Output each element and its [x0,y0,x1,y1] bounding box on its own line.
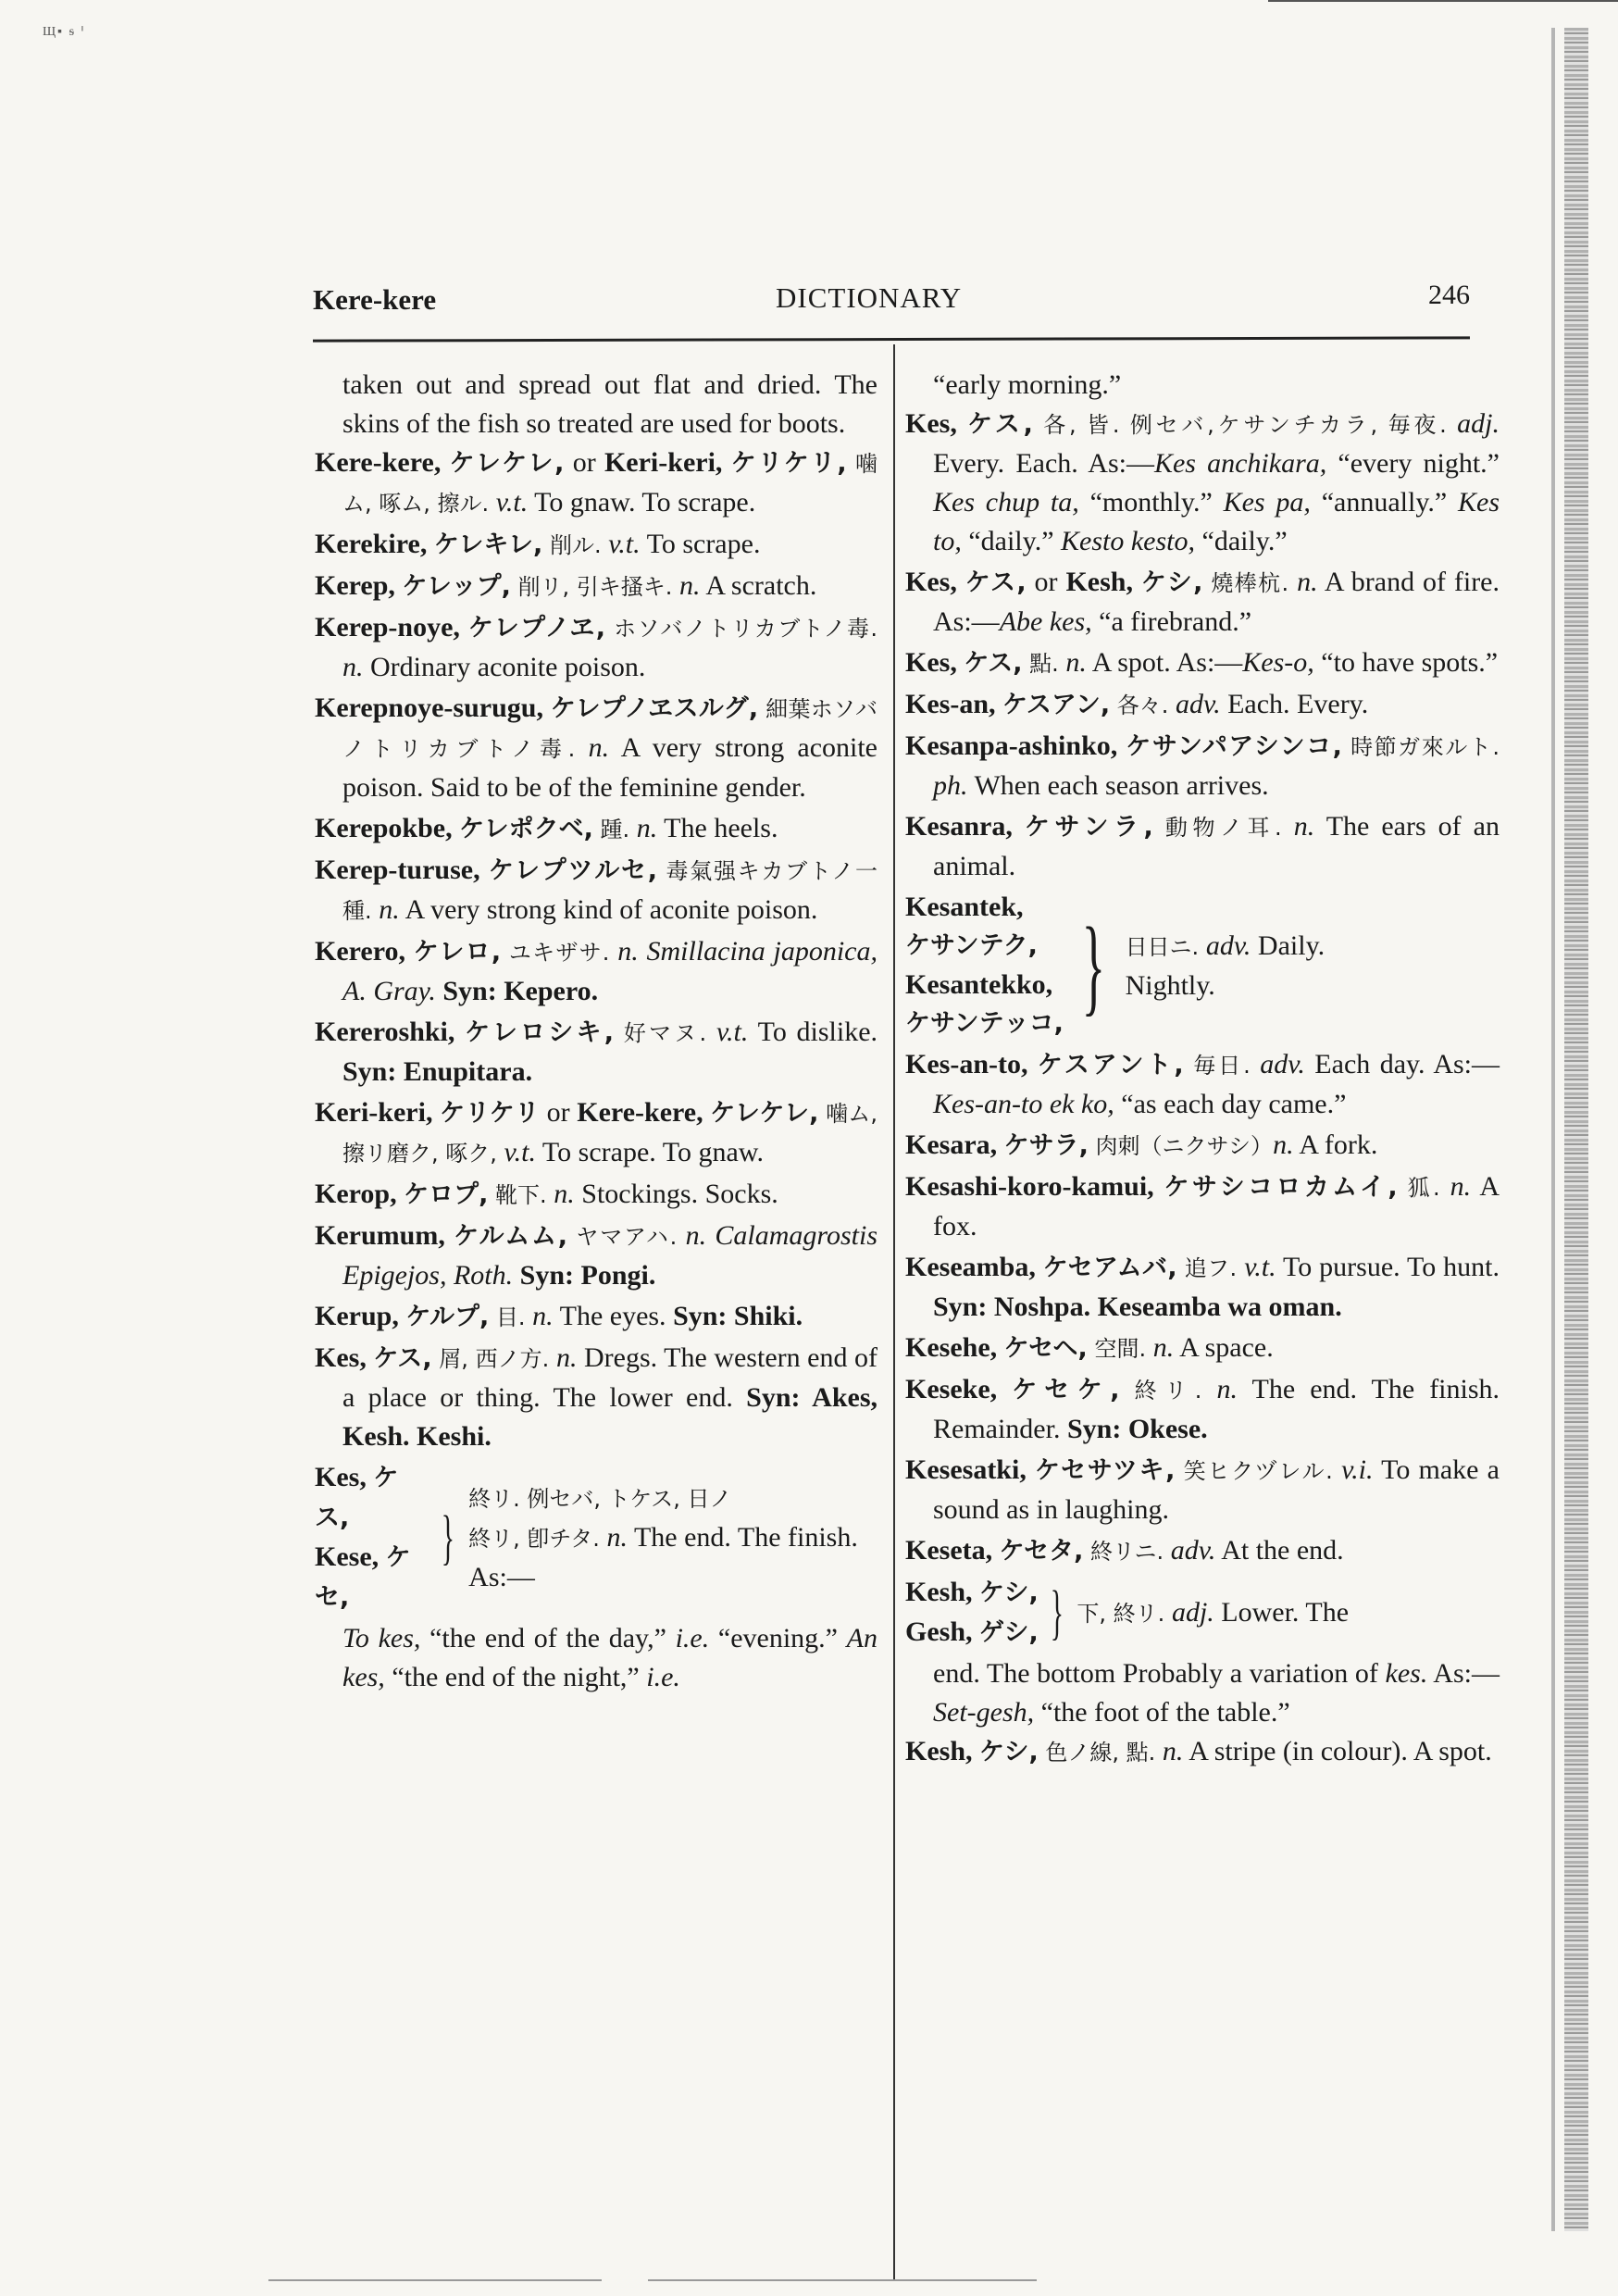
headword: Kerumum, [315,1220,445,1251]
headword: Kereroshki, [315,1017,455,1047]
dictionary-entry [315,608,877,687]
example: Abe kes, [999,606,1092,637]
katakana: ケシ, [979,1738,1039,1766]
brace: } [1050,1578,1064,1646]
japanese-gloss: 毒氣强キカブトノ一種. [342,858,877,924]
part-of-speech: v.t. [608,529,641,559]
part-of-speech: n. [1216,1374,1238,1404]
top-edge-line [1268,0,1618,2]
headword: Kerep-noye, [315,612,460,643]
example: To kes, [342,1623,421,1653]
definition: A fox. [933,1171,1500,1242]
definition: Stockings. Socks. [574,1179,778,1209]
headword-variant: Keri-keri, [604,447,723,478]
synonym-label: Syn: [732,1382,801,1413]
gloss: “daily.” [961,526,1062,556]
dictionary-entry [315,1175,877,1215]
synonym: Pongi. [574,1260,656,1291]
part-of-speech: n. [617,936,639,967]
japanese-gloss: ユキザサ. [501,940,618,966]
right-column [905,366,1500,1774]
katakana: ケロプ, [404,1180,489,1209]
katakana: ケセケ, [1012,1376,1120,1404]
gloss: “the end of the night,” [384,1662,647,1692]
dictionary-entry [905,1531,1500,1571]
dictionary-entry [315,1297,877,1337]
gloss-group [468,1479,877,1597]
scientific-name: Smillacina japonica, A. Gray. [342,936,877,1006]
headword: Kes, [905,647,957,678]
japanese-gloss: 點. [1022,651,1066,677]
definition: The end. The finish. Remainder. [933,1374,1500,1444]
definition: Lower. The [1214,1596,1350,1628]
definition: To pursue. To hunt. [1276,1252,1500,1282]
example: Kes pa, [1223,487,1311,518]
example: Kesto kesto, [1061,526,1195,556]
headword: Kesh, [905,1577,973,1607]
example: Kes-an-to ek ko, [933,1089,1114,1119]
headword: Keseke, [905,1374,998,1404]
japanese-gloss: 終リ. [1119,1378,1217,1404]
headword: Kesh, [905,1736,973,1766]
dictionary-entry [905,1126,1500,1166]
dictionary-entry [905,1370,1500,1449]
definition: A brand of fire. As:— [933,567,1500,637]
headword: Kerekire, [315,529,428,559]
japanese-gloss: 下, 終リ. [1077,1600,1172,1627]
part-of-speech: n. [379,894,400,925]
katakana: ケス, [315,1464,399,1532]
definition: Each day. As:— [1304,1049,1500,1079]
definition: Dregs. The western end of a place or thing. The lower end. [342,1342,877,1413]
synonym-label: Syn: [513,1260,575,1291]
part-of-speech: n. [588,732,610,763]
dictionary-entry [315,1339,877,1456]
dictionary-entry [315,932,877,1011]
definition: Ordinary aconite poison. [363,652,646,682]
japanese-gloss: 削ル. [542,532,609,558]
japanese-gloss: 日日ニ. [1125,933,1206,960]
part-of-speech: n. [1162,1736,1184,1766]
katakana: ケレプノヱスルグ, [550,694,759,723]
gloss-group [1126,927,1326,1005]
japanese-gloss: 肉刺（ニクサシ） [1088,1133,1274,1159]
synonym-label: Syn: [933,1292,988,1322]
headword: Gesh, [905,1616,973,1647]
definition: Every. Each. As:— [933,448,1154,479]
definition: A stripe (in colour). A spot. [1183,1736,1492,1766]
headword: Kes, [905,567,957,597]
part-of-speech: n. [554,1179,575,1209]
dictionary-entry [905,727,1500,805]
synonym: Akes, Kesh. Keshi. [342,1382,877,1452]
katakana: ケレケレ, [449,449,565,478]
definition: The end. The finish. As:— [468,1521,858,1592]
dictionary-entry [315,1013,877,1092]
synonym-label: Syn: [435,976,497,1006]
page-number: 246 [1428,280,1470,310]
katakana: ケレポクベ, [459,815,593,843]
katakana: ケレップ, [402,572,511,601]
part-of-speech: n. [1065,647,1087,678]
dictionary-entry [905,1329,1500,1368]
part-of-speech: n. [1297,567,1318,597]
japanese-gloss: 好マヌ. [613,1020,716,1046]
katakana: ケスアント, [1037,1051,1184,1079]
synonym: Noshpa. Keseamba wa oman. [987,1292,1342,1322]
part-of-speech: v.t. [1244,1252,1276,1282]
definition: To dislike. [748,1017,878,1047]
katakana: ケス, [965,568,1027,597]
running-header [313,278,1470,324]
katakana: ケリケリ, [730,449,847,478]
katakana: ケレケレ, [710,1099,819,1128]
gloss: “every night.” [1326,448,1500,479]
headword: Keri-keri, [315,1097,433,1128]
katakana: ケスアン, [1002,691,1111,719]
katakana: ゲシ, [979,1618,1039,1647]
definition: A spot. As:— [1086,647,1243,678]
definition: At the end. [1215,1535,1344,1566]
definition: The ears of an animal. [933,811,1500,881]
dictionary-entry [315,689,877,807]
part-of-speech: adj. [1457,408,1500,439]
katakana: ケルプ, [405,1303,490,1331]
synonym-label: Syn: [1060,1414,1122,1444]
headword-group [905,888,1064,1043]
japanese-gloss: 時節ガ來ルト. [1341,734,1500,760]
definition: When each season arrives. [967,770,1269,801]
definition-continued [315,1619,877,1697]
definition: A fork. [1293,1129,1378,1160]
bottom-rule [648,2279,1037,2281]
dictionary-entry [315,851,877,930]
japanese-gloss: 各, 皆. 例セバ,ケサンチカラ, 毎夜. [1032,412,1458,438]
dictionary-entry [315,809,877,849]
katakana: ケサラ, [1003,1131,1089,1160]
katakana: ケシ, [1140,568,1203,597]
dictionary-entry [315,443,877,523]
bottom-rule [268,2279,602,2281]
katakana: ケレプツルセ, [488,856,658,885]
headword: Kere-kere, [315,447,442,478]
katakana: ケサンテッコ, [905,1009,1064,1038]
katakana: ケセ, [315,1543,411,1612]
brace: } [442,1504,455,1571]
headword: Kerepnoye-surugu, [315,693,543,723]
synonym-label: Syn: [666,1301,728,1331]
katakana: ケサンラ, [1024,813,1153,842]
gloss: “evening.” [709,1623,847,1653]
japanese-gloss: 追フ. [1176,1255,1245,1281]
example: Kes chup ta, [933,487,1079,518]
part-of-speech: n. [1450,1171,1472,1202]
book-edge [1564,28,1588,2231]
definition: The eyes. [553,1301,666,1331]
katakana: ケレキレ, [433,530,543,559]
katakana: ケレロ, [413,938,502,967]
dictionary-entry [315,1093,877,1173]
part-of-speech: n. [679,570,701,601]
example: Set-gesh, [933,1697,1035,1728]
part-of-speech: v.t. [504,1137,536,1167]
japanese-gloss: 各々. [1110,693,1176,718]
definition: A very strong aconite poison. Said to be of the feminine gender. [342,732,877,803]
scientific-name: Calamagrostis Epigejos, Roth. [342,1220,878,1291]
part-of-speech: n. [685,1220,707,1251]
katakana: ケセタ, [999,1537,1084,1566]
japanese-gloss: 笑ヒクヅレル. [1175,1458,1342,1484]
continued-entry: “early morning.” [933,369,1122,400]
synonym: Kepero. [496,976,599,1006]
part-of-speech: adv. [1170,1535,1216,1566]
headword: Kerop, [315,1179,397,1209]
katakana: ケス, [964,649,1023,678]
part-of-speech: adv. [1176,689,1221,719]
part-of-speech: n. [636,813,658,843]
headword: Kesashi-koro-kamui, [905,1171,1154,1202]
definition: To gnaw. To scrape. [528,487,756,518]
dictionary-entry [905,1167,1500,1246]
katakana: ケセサツキ, [1035,1456,1176,1485]
katakana: ケサシコロカムイ, [1164,1173,1398,1202]
example: Kes-o, [1242,647,1314,678]
headword: Kerep, [315,570,395,601]
japanese-gloss: 細葉ホソバノトリカブトノ毒. [342,696,878,762]
japanese-gloss: 終リ. 例セバ, トケス, 日ノ [468,1485,732,1512]
synonym: Enupitara. [396,1056,533,1087]
japanese-gloss: 終リニ. [1083,1539,1171,1565]
japanese-gloss: 削リ, 引キ搔キ. [510,574,680,600]
page-edge-shadow [1551,28,1555,2231]
definition: A space. [1174,1332,1274,1363]
definition: To make a sound as in laughing. [933,1454,1500,1525]
gloss: “the end of the day,” [420,1623,676,1653]
part-of-speech: adv. [1205,930,1251,961]
japanese-gloss: ホソバノトリカブトノ毒. [605,616,877,642]
example: Kes to, [933,487,1500,556]
dictionary-entry [905,405,1500,561]
dictionary-entry [905,807,1500,886]
headword: Kesesatki, [905,1454,1027,1485]
headword: Kes-an, [905,689,996,719]
headword: Kes, [315,1462,367,1492]
katakana: ケシ, [979,1578,1039,1607]
japanese-gloss: 空間. [1087,1336,1153,1362]
headword: Kesantek, [905,892,1024,922]
definition: To scrape. [640,529,761,559]
gloss: “the foot of the table.” [1034,1697,1290,1728]
definition: A very strong kind of aconite poison. [399,894,818,925]
part-of-speech: n. [342,652,364,682]
gloss: “to have spots.” [1313,647,1499,678]
definition: The heels. [657,813,778,843]
part-of-speech: adv. [1260,1049,1305,1079]
part-of-speech: ph. [933,770,968,801]
synonym: Shiki. [727,1301,803,1331]
gloss: “monthly.” [1078,487,1224,518]
definition: Nightly. [1125,969,1215,1001]
dictionary-entry [905,1732,1500,1772]
katakana: ケサンテク, [905,931,1038,960]
definition: A scratch. [700,570,817,601]
example: Kes anchikara, [1153,448,1327,479]
text: or [1026,567,1066,597]
katakana: ケス, [967,410,1033,439]
headword: Kerero, [315,936,406,967]
japanese-gloss: 踵. [592,817,637,842]
gloss: “annually.” [1310,487,1459,518]
headword: Kesara, [905,1129,998,1160]
gloss: “as each day came.” [1114,1089,1347,1119]
headword: Kesanra, [905,811,1013,842]
bracketed-entry [315,1458,877,1617]
gloss-group [1077,1593,1349,1633]
part-of-speech: v.t. [716,1017,749,1047]
bracketed-entry [905,888,1500,1043]
japanese-gloss: 燒棒杭. [1202,570,1298,596]
part-of-speech: v.i. [1341,1454,1374,1485]
synonym: Okese. [1121,1414,1208,1444]
definition: Each. Every. [1220,689,1369,719]
brace: } [1081,905,1105,1026]
left-column [315,366,877,1697]
dictionary-entry [315,567,877,606]
header-title: DICTIONARY [776,281,963,314]
part-of-speech: n. [606,1521,628,1553]
part-of-speech: n. [555,1342,578,1373]
katakana: ケス, [373,1344,432,1373]
definition-continued [905,1654,1500,1732]
example: kes. [1385,1658,1428,1689]
dictionary-entry [905,1248,1500,1327]
dictionary-entry [905,685,1500,725]
headword: Keseamba, [905,1252,1036,1282]
headword: Kes, [905,408,957,439]
part-of-speech: n. [532,1301,554,1331]
abbrev: i.e. [675,1623,710,1653]
japanese-gloss: 動物ノ耳. [1152,815,1294,841]
gloss: As:— [1427,1658,1500,1689]
katakana: ケリケリ [440,1099,541,1128]
japanese-gloss: 噛ム, 擦リ磨ク, 啄ク, [342,1101,878,1167]
definition: Daily. [1251,930,1326,961]
japanese-gloss: 終リ, 卽チタ. [468,1525,607,1552]
text: or [540,1097,578,1128]
dictionary-entry [315,525,877,565]
header-rule [313,336,1470,342]
dictionary-entry [315,1217,877,1295]
abbrev: i.e. [646,1662,680,1692]
headword: Kes-an-to, [905,1049,1028,1079]
dictionary-entry [905,1045,1500,1124]
continued-entry: taken out and spread out flat and dried. The skins of the fish so treated are used for boots. [342,369,877,439]
part-of-speech: n. [1293,811,1315,842]
gloss: “a firebrand.” [1091,606,1252,637]
column-divider [893,344,895,2279]
headword: Kesehe, [905,1332,998,1363]
part-of-speech: v.t. [495,487,529,518]
dictionary-entry [905,1451,1500,1529]
japanese-gloss: 狐. [1397,1175,1450,1201]
japanese-gloss: ヤマアハ. [567,1224,686,1250]
synonym-label: Syn: [342,1056,397,1087]
katakana: ケレプノヱ, [467,614,606,643]
headword: Keseta, [905,1535,993,1566]
japanese-gloss: 靴下. [488,1182,554,1208]
part-of-speech: n. [1273,1129,1294,1160]
headword-group [905,1573,1039,1653]
katakana: ケセアムバ, [1042,1254,1177,1282]
headword-variant: Kesh, [1065,567,1133,597]
katakana: ケサンパアシンコ, [1126,732,1342,761]
japanese-gloss: 色ノ線, 點. [1038,1740,1163,1766]
japanese-gloss: 噛ム, 啄ム, 擦ル. [342,451,878,517]
headword: Kerep-turuse, [315,855,480,885]
katakana: ケセヘ, [1003,1334,1088,1363]
example: An kes, [342,1623,877,1692]
header-guide-word: Kere-kere [313,283,437,316]
headword: Kerup, [315,1301,399,1331]
headword: Kesanpa-ashinko, [905,730,1118,761]
text: or [564,447,604,478]
headword: Kesantekko, [905,969,1053,1000]
bracketed-entry [905,1573,1500,1653]
part-of-speech: n. [1152,1332,1175,1363]
katakana: ケレロシキ, [465,1018,614,1047]
gloss: “daily.” [1195,526,1288,556]
definition: To scrape. To gnaw. [535,1137,764,1167]
japanese-gloss: 屑, 西ノ方. [431,1346,556,1372]
japanese-gloss: 毎日. [1183,1053,1261,1079]
dictionary-entry [905,643,1500,683]
headword: Kerepokbe, [315,813,453,843]
headword-variant: Kere-kere, [577,1097,703,1128]
definition: end. The bottom Probably a variation of [933,1658,1386,1689]
headword: Kese, [315,1541,380,1572]
part-of-speech: adj. [1171,1596,1214,1628]
japanese-gloss: 目. [489,1304,533,1330]
katakana: ケルムム, [454,1222,568,1251]
scan-mark: Щ▪︎ ᵴ ᑊ [43,25,86,39]
dictionary-entry [905,563,1500,642]
headword: Kes, [315,1342,367,1373]
headword-group [315,1458,429,1617]
